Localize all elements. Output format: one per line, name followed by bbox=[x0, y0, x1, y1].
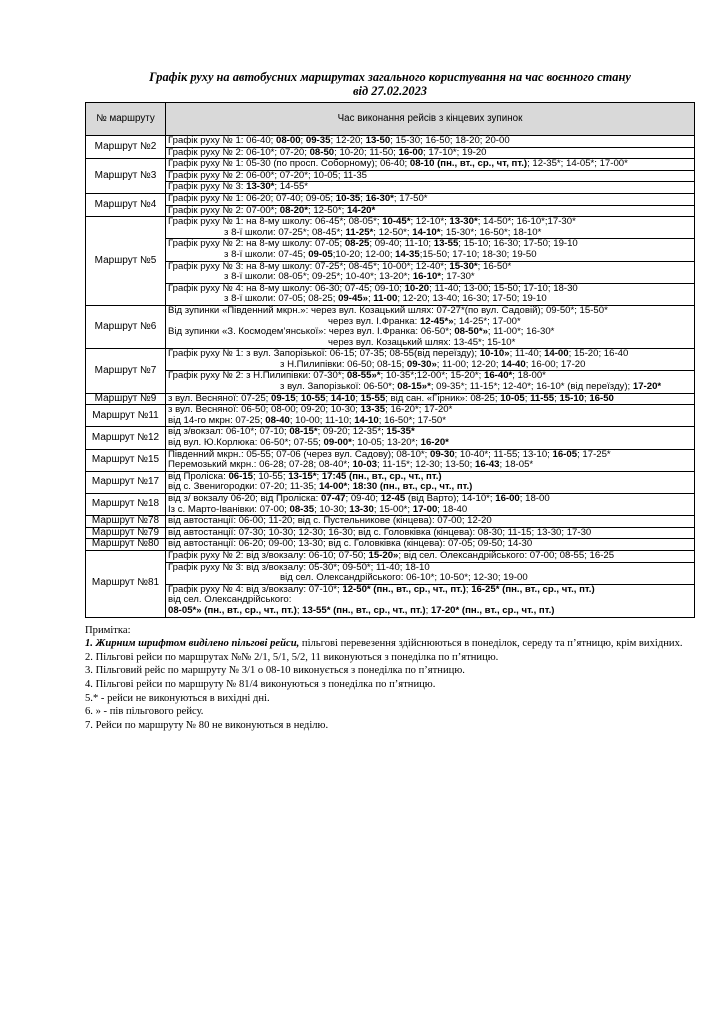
table-row bbox=[86, 494, 695, 516]
note-1-bold: 1. Жирним шрифтом виділено пільгові рейси, bbox=[85, 638, 300, 650]
route-label: Маршрут №17 bbox=[86, 471, 166, 493]
note-1 bbox=[85, 637, 691, 651]
schedule-cell: Графік руху № 2: 07-00*; 08-20*; 12-50*; 14-20* bbox=[166, 205, 695, 217]
schedule-cell: Графік руху № 1: 05-30 (по просп. Соборному); 06-40; 08-10 (пн., вт., ср., чт, пт.); 12-35*; 14-05*; 17-00* bbox=[166, 159, 695, 171]
route-label: Маршрут №6 bbox=[86, 305, 166, 348]
route-label: Маршрут №12 bbox=[86, 427, 166, 449]
schedule-cell: Графік руху № 1: на 8-му школу: 06-45*; 08-05*; 10-45*; 12-10*; 13-30*; 14-50*; 16-10*;17-30* з 8-ї школи: 07-25*; 08-45*; 11-25*; 12-50*; 14-10*; 15-30*; 16-50*; 18-10* bbox=[166, 217, 695, 239]
route-label: Маршрут №5 bbox=[86, 217, 166, 306]
route-label: Маршрут №11 bbox=[86, 405, 166, 427]
schedule-cell: Графік руху № 2: з Н.Пилипівки: 07-30*; 08-55»*; 10-35*;12-00*; 15-20*; 16-40*; 18-00* з вул. Запорізької: 06-50*; 08-15»*; 09-35*; 11-15*; 12-40*; 16-10* (від переїзду); 17-20* bbox=[166, 371, 695, 393]
route-label: Маршрут №2 bbox=[86, 136, 166, 159]
note-7: 7. Рейси по маршруту № 80 не виконуються в неділю. bbox=[85, 719, 329, 731]
schedule-cell: від Проліска: 06-15; 10-55; 13-15*; 17:45 (пн., вт., ср., чт., пт.) від с. Звенигородки: 07-20; 11-35; 14-00*; 18:30 (пн., вт., ср., чт., пт.) bbox=[166, 471, 695, 493]
table-row bbox=[86, 550, 695, 562]
schedule-cell: з вул. Весняної: 07-25; 09-15; 10-55; 14-10; 15-55; від сан. «Гірник»: 08-25; 10-05; 11-55; 15-10; 16-50 bbox=[166, 393, 695, 405]
table-row bbox=[86, 584, 695, 617]
schedule-cell: Графік руху № 1: 06-40; 08-00; 09-35; 12-20; 13-50; 15-30; 16-50; 18-20; 20-00 bbox=[166, 136, 695, 148]
schedule-cell: з вул. Весняної: 06-50; 08-00; 09-20; 10-30; 13-35; 16-20*; 17-20* від 14-го мкрн: 07-25; 08-40; 10-00; 11-10; 14-10; 16-50*; 17-50* bbox=[166, 405, 695, 427]
table-row bbox=[86, 371, 695, 393]
route-label: Маршрут №15 bbox=[86, 449, 166, 471]
table-row bbox=[86, 305, 695, 348]
note-1-rest: пільгові перевезення здійснюються в понеділок, середу та п’ятницю, крім вихідних. bbox=[299, 638, 683, 650]
note-3: 3. Пільговий рейс по маршруту № 3/1 о 08-10 виконується з понеділка по п’ятницю. bbox=[85, 665, 465, 677]
schedule-cell: Графік руху № 3: 13-30*; 14-55* bbox=[166, 182, 695, 194]
schedule-cell: від автостанції: 06-20; 09-00; 13-30; від с. Головківка (кінцева): 07-05; 09-50; 14-30 bbox=[166, 539, 695, 551]
document-page bbox=[85, 70, 695, 732]
table-row bbox=[86, 562, 695, 584]
table-row bbox=[86, 471, 695, 493]
table-row bbox=[86, 449, 695, 471]
note-4: 4. Пільгові рейси по маршруту № 81/4 виконуються з понеділка по п’ятницю. bbox=[85, 678, 436, 690]
table-row bbox=[86, 170, 695, 182]
table-row bbox=[86, 205, 695, 217]
route-label: Маршрут №9 bbox=[86, 393, 166, 405]
schedule-cell: Графік руху № 2: 06-00*; 07-20*; 10-05; 11-35 bbox=[166, 170, 695, 182]
document-title bbox=[85, 70, 695, 98]
schedule-cell: Графік руху № 2: від з/вокзалу: 06-10; 07-50; 15-20»; від сел. Олександрійського: 07-00; 08-55; 16-25 bbox=[166, 550, 695, 562]
schedule-cell: Графік руху № 3: на 8-му школу: 07-25*; 08-45*; 10-00*; 12-40*; 15-30*; 16-50* з 8-ї школи: 08-05*; 09-25*; 10-40*; 13-20*; 16-10*; 17-30* bbox=[166, 261, 695, 283]
schedule-cell: Графік руху № 3: від з/вокзалу: 05-30*; 09-50*; 11-40; 18-10 від сел. Олександрійського: 06-10*; 10-50*; 12-30; 19-00 bbox=[166, 562, 695, 584]
table-row bbox=[86, 239, 695, 261]
schedule-cell: Графік руху № 2: 06-10*; 07-20; 08-50; 10-20; 11-50; 16-00; 17-10*; 19-20 bbox=[166, 147, 695, 159]
table-row bbox=[86, 182, 695, 194]
schedule-cell: від з/вокзал: 06-10*; 07-10; 08-15*; 09-20; 12-35*; 15-35* від вул. Ю.Корлюка: 06-50*; 07-55; 09-00*; 10-05; 13-20*; 16-20* bbox=[166, 427, 695, 449]
table-row bbox=[86, 283, 695, 305]
table-row bbox=[86, 516, 695, 528]
table-row bbox=[86, 539, 695, 551]
schedule-cell: Південний мкрн.: 05-55; 07-06 (через вул. Садову); 08-10*; 09-30; 10-40*; 11-55; 13-10; 16-05; 17-25* Перемозький мкрн.: 06-28; 07-28; 08-40*; 10-03; 11-15*; 12-30; 13-50; 16-43; 18-05* bbox=[166, 449, 695, 471]
note-5: 5.* - рейси не виконуються в вихідні дні. bbox=[85, 692, 270, 704]
schedule-cell: Графік руху № 1: 06-20; 07-40; 09-05; 10-35; 16-30*; 17-50* bbox=[166, 193, 695, 205]
table-row bbox=[86, 261, 695, 283]
route-label: Маршрут №81 bbox=[86, 550, 166, 617]
schedule-cell: від автостанції: 06-00; 11-20; від с. Пустельникове (кінцева): 07-00; 12-20 bbox=[166, 516, 695, 528]
table-header-row bbox=[86, 103, 695, 136]
route-label: Маршрут №3 bbox=[86, 159, 166, 194]
schedule-cell: Графік руху № 4: від з/вокзалу: 07-10*; 12-50* (пн., вт., ср., чт., пт.); 16-25* (пн., вт., ср., чт., пт.) від сел. Олександрійського: 08-05*» (пн., вт., ср., чт., пт.); 13-55* (пн., вт., ср., чт., пт.); 17-20* (пн., вт., ср., чт., пт.) bbox=[166, 584, 695, 617]
schedule-cell: Графік руху № 2: на 8-му школу: 07-05; 08-25; 09-40; 11-10; 13-55; 15-10; 16-30; 17-50; 19-10 з 8-ї школи: 07-45; 09-05;10-20; 12-00; 14-35;15-50; 17-10; 18-30; 19-50 bbox=[166, 239, 695, 261]
schedule-table bbox=[85, 102, 695, 618]
schedule-cell: Графік руху № 1: з вул. Запорізької: 06-15; 07-35; 08-55(від переїзду); 10-10»; 11-40; 14-00; 15-20; 16-40 з Н.Пилипівки: 06-50; 08-15; 09-30»; 11-00; 12-20; 14-40; 16-00; 17-20 bbox=[166, 349, 695, 371]
table-row bbox=[86, 159, 695, 171]
schedule-cell: Графік руху № 4: на 8-му школу: 06-30; 07-45; 09-10; 10-20; 11-40; 13-00; 15-50; 17-10; 18-30 з 8-ї школи: 07-05; 08-25; 09-45»; 11-00; 12-20; 13-40; 16-30; 17-50; 19-10 bbox=[166, 283, 695, 305]
title-line-2: від 27.02.2023 bbox=[353, 84, 427, 98]
note-6: 6. » - пів пільгового рейсу. bbox=[85, 706, 204, 718]
table-row bbox=[86, 193, 695, 205]
schedule-cell: від автостанції: 07-30; 10-30; 12-30; 16-30; від с. Головківка (кінцева): 08-30; 11-15; 13-30; 17-30 bbox=[166, 527, 695, 539]
note-2: 2. Пільгові рейси по маршрутах №№ 2/1, 5/1, 5/2, 11 виконуються з понеділка по п’ятницю. bbox=[85, 651, 499, 663]
notes-section bbox=[85, 624, 691, 733]
table-row bbox=[86, 147, 695, 159]
table-row bbox=[86, 427, 695, 449]
schedule-cell: Від зупинки «Південний мкрн.»: через вул. Козацький шлях: 07-27*(по вул. Садовій); 09-50*; 15-50* через вул. І.Франка: 12-45*»; 14-25*; 17-00* Від зупинки «З. Космодем’янської»: через вул. І.Франка: 06-50*; 08-50*»; 11-00*; 16-30* через вул. Козацький шлях: 13-45*; 15-10* bbox=[166, 305, 695, 348]
route-label: Маршрут №79 bbox=[86, 527, 166, 539]
header-route-number: № маршруту bbox=[86, 103, 166, 136]
header-departure-times: Час виконання рейсів з кінцевих зупинок bbox=[166, 103, 695, 136]
route-label: Маршрут №7 bbox=[86, 349, 166, 393]
route-label: Маршрут №78 bbox=[86, 516, 166, 528]
route-label: Маршрут №80 bbox=[86, 539, 166, 551]
title-line-1: Графік руху на автобусних маршрутах загального користування на час воєнного стану bbox=[149, 70, 631, 84]
schedule-cell: від з/ вокзалу 06-20; від Проліска: 07-47; 09-40; 12-45 (від Варто); 14-10*; 16-00; 18-00 Із с. Марто-Іванівки: 07-00; 08-35; 10-30; 13-30; 15-00*; 17-00; 18-40 bbox=[166, 494, 695, 516]
table-row bbox=[86, 349, 695, 371]
table-row bbox=[86, 136, 695, 148]
route-label: Маршрут №4 bbox=[86, 193, 166, 216]
route-label: Маршрут №18 bbox=[86, 494, 166, 516]
table-row bbox=[86, 405, 695, 427]
table-row bbox=[86, 217, 695, 239]
table-row bbox=[86, 527, 695, 539]
table-row bbox=[86, 393, 695, 405]
notes-heading: Примітка: bbox=[85, 624, 131, 636]
